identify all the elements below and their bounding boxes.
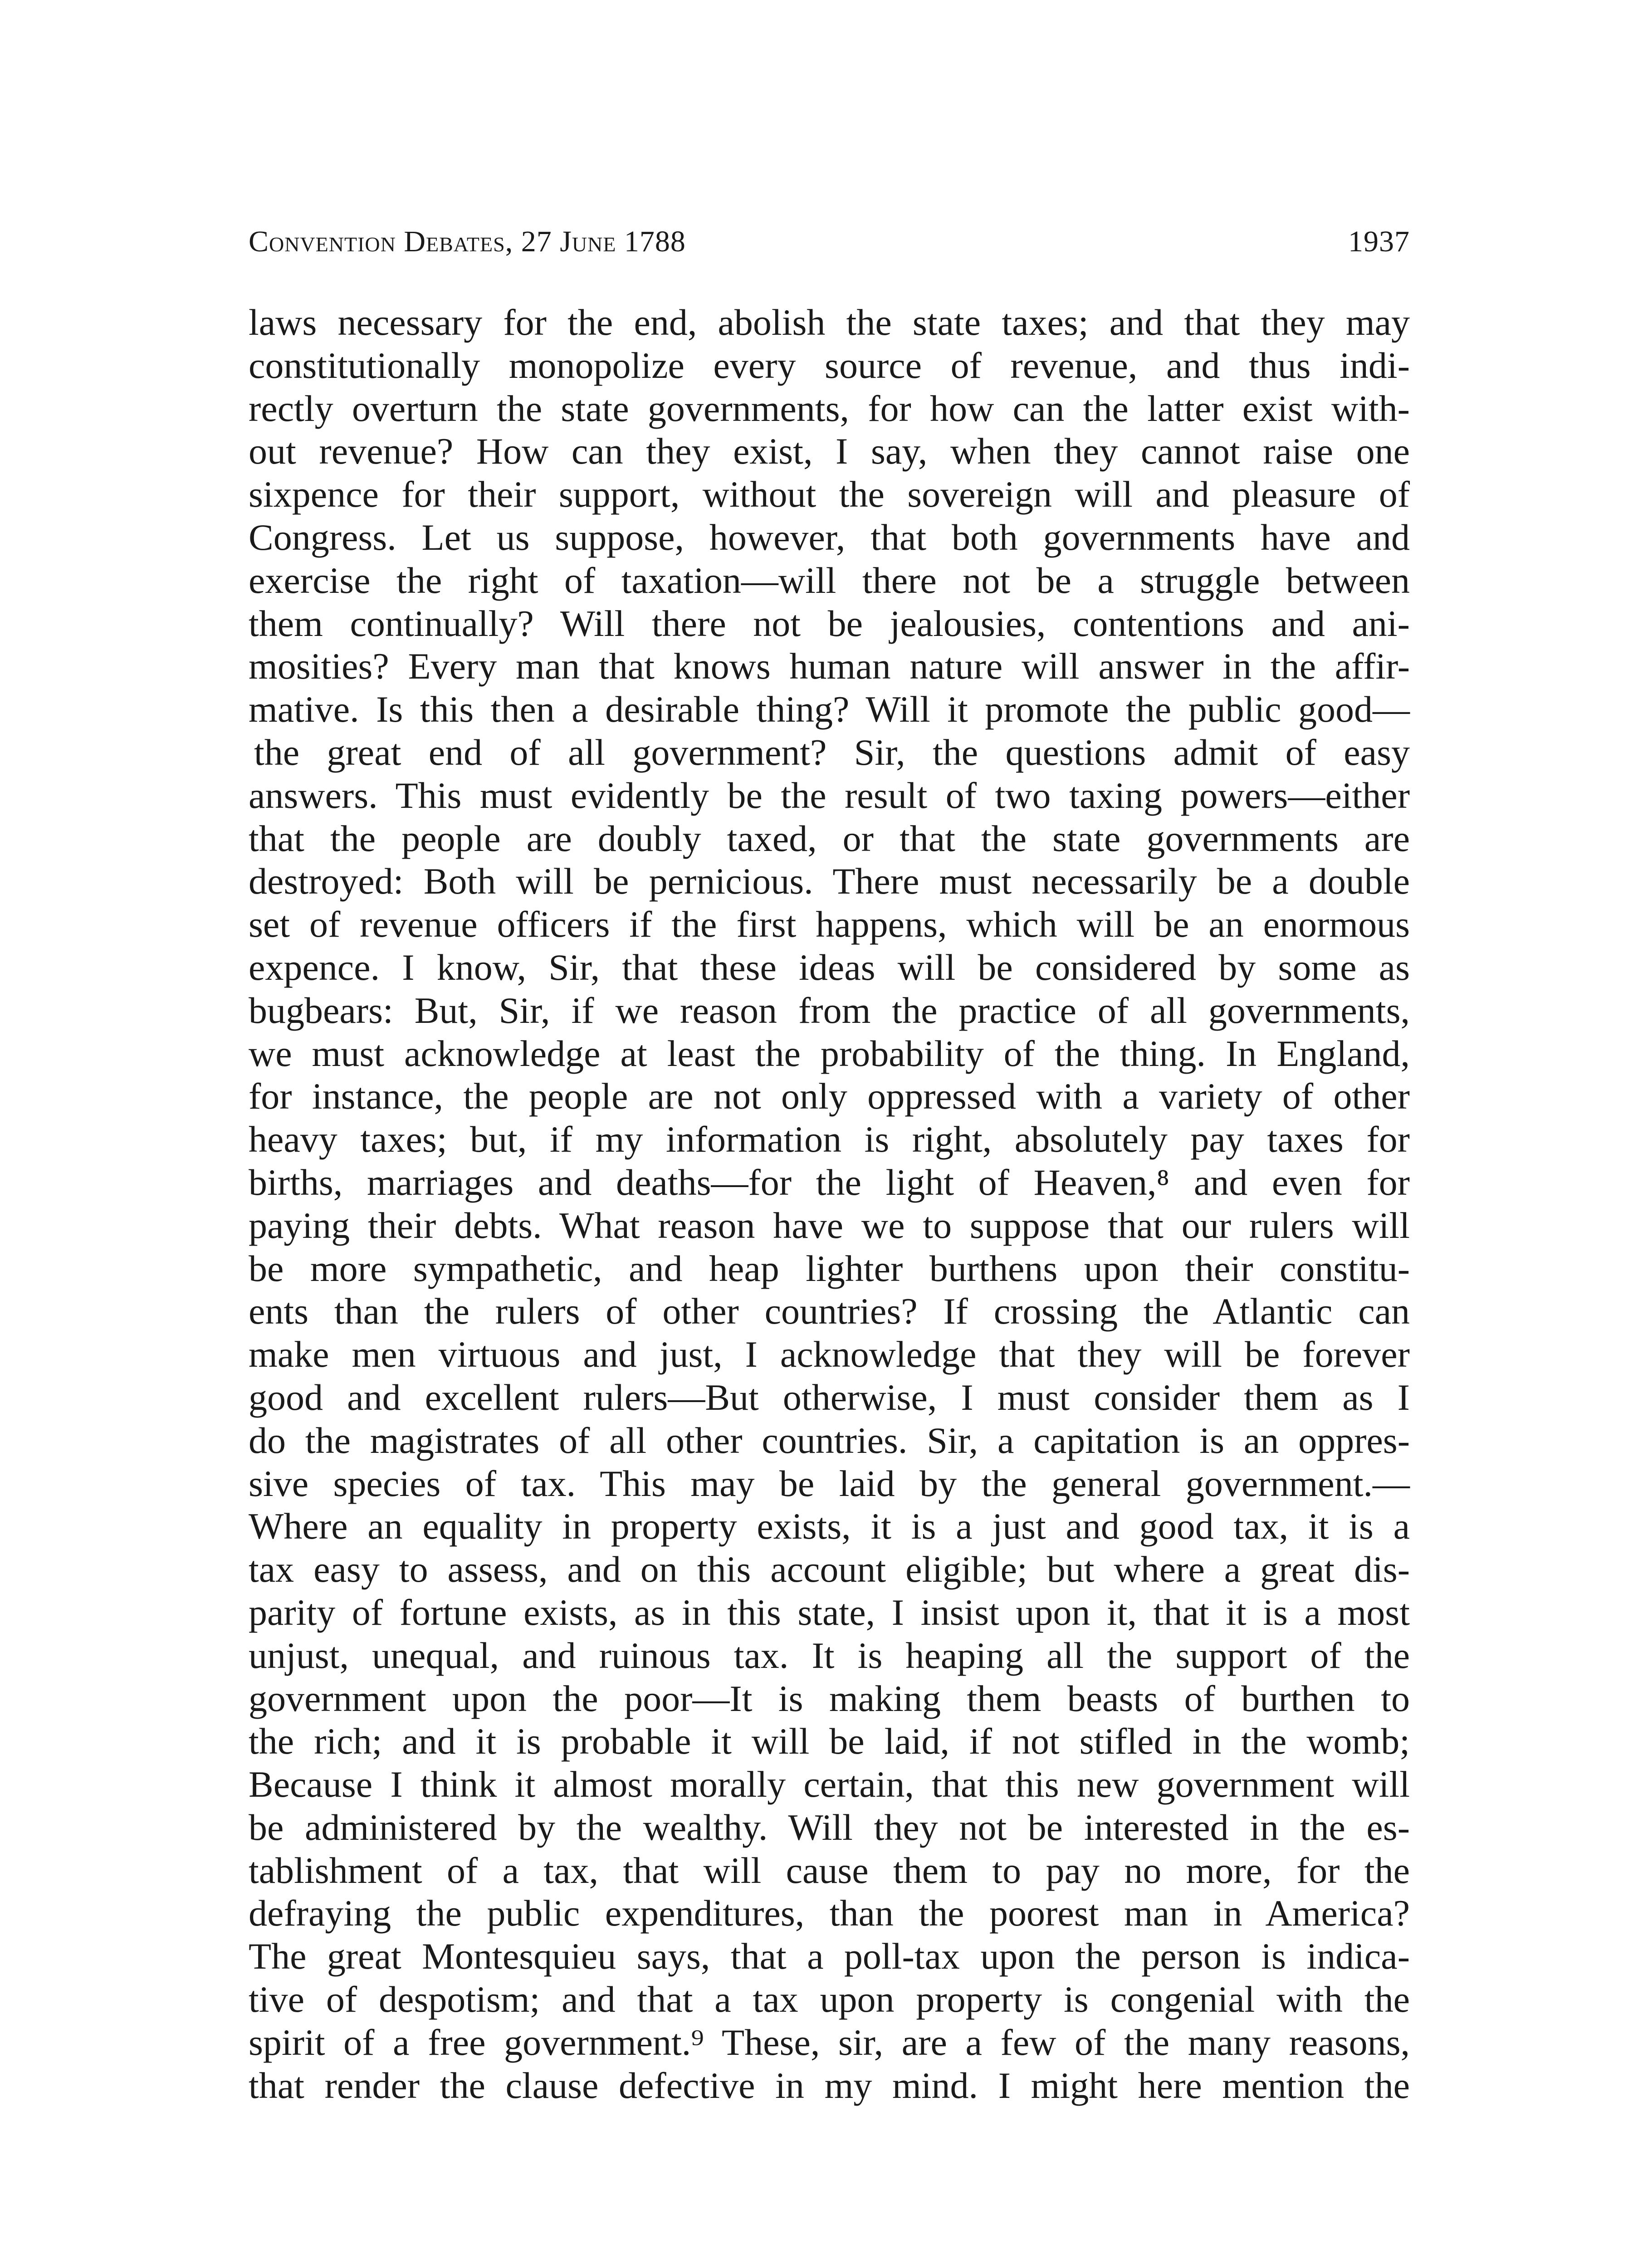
text-line: Where an equality in property exists, it is a just and good tax, it is a — [249, 1505, 1410, 1547]
text-line: parity of fortune exists, as in this state, I insist upon it, that it is a most — [249, 1591, 1410, 1633]
text-line: mative. Is this then a desirable thing? Will it promote the public good— — [249, 689, 1410, 730]
text-line: tive of despotism; and that a tax upon property is congenial with the — [249, 1979, 1410, 2020]
text-line: out revenue? How can they exist, I say, when they cannot raise one — [249, 430, 1410, 472]
page-number: 1937 — [1348, 225, 1410, 258]
text-line: rectly overturn the state governments, for how can the latter exist with- — [249, 387, 1410, 429]
text-line: mosities? Every man that knows human nature will answer in the affir- — [249, 645, 1410, 687]
text-line: unjust, unequal, and ruinous tax. It is heaping all the support of the — [249, 1634, 1410, 1676]
text-line: destroyed: Both will be pernicious. There must necessarily be a double — [249, 860, 1410, 902]
text-line: expence. I know, Sir, that these ideas will be considered by some as — [249, 946, 1410, 988]
text-line: spirit of a free government.⁹ These, sir, are a few of the many reasons, — [249, 2021, 1410, 2063]
text-line: exercise the right of taxation—will there not be a struggle between — [249, 559, 1410, 601]
text-line: set of revenue officers if the first happens, which will be an enormous — [249, 904, 1410, 945]
text-line: bugbears: But, Sir, if we reason from the practice of all governments, — [249, 989, 1410, 1031]
text-line: good and excellent rulers—But otherwise, I must consider them as I — [249, 1376, 1410, 1418]
text-line: births, marriages and deaths—for the light of Heaven,⁸ and even for — [249, 1161, 1410, 1203]
text-line: Because I think it almost morally certain, that this new government will — [249, 1764, 1410, 1805]
running-head — [249, 221, 1410, 262]
text-line: make men virtuous and just, I acknowledge that they will be forever — [249, 1334, 1410, 1375]
text-line: them continually? Will there not be jealousies, contentions and ani- — [249, 602, 1410, 644]
text-line: tablishment of a tax, that will cause them to pay no more, for the — [249, 1849, 1410, 1891]
text-line: government upon the poor—It is making them beasts of burthen to — [249, 1677, 1410, 1719]
text-line: defraying the public expenditures, than the poorest man in America? — [249, 1892, 1410, 1934]
text-line: ents than the rulers of other countries? If crossing the Atlantic can — [249, 1290, 1410, 1332]
text-line: tax easy to assess, and on this account eligible; but where a great dis- — [249, 1549, 1410, 1590]
text-line: for instance, the people are not only oppressed with a variety of other — [249, 1075, 1410, 1117]
text-line: that the people are doubly taxed, or that the state governments are — [249, 817, 1410, 859]
text-line: paying their debts. What reason have we to suppose that our rulers will — [249, 1204, 1410, 1246]
text-line: sixpence for their support, without the sovereign will and pleasure of — [249, 474, 1410, 515]
text-line: the rich; and it is probable it will be laid, if not stifled in the womb; — [249, 1721, 1410, 1762]
text-line: we must acknowledge at least the probability of the thing. In England, — [249, 1032, 1410, 1074]
text-line: The great Montesquieu says, that a poll-tax upon the person is indica- — [249, 1936, 1410, 1977]
text-line: the great end of all government? Sir, the questions admit of easy — [254, 731, 1410, 773]
text-line: be administered by the wealthy. Will they not be interested in the es- — [249, 1806, 1410, 1848]
text-line: laws necessary for the end, abolish the state taxes; and that they may — [249, 302, 1410, 343]
text-line: heavy taxes; but, if my information is right, absolutely pay taxes for — [249, 1119, 1410, 1160]
text-line: do the magistrates of all other countries. Sir, a capitation is an oppres- — [249, 1419, 1410, 1461]
body-text — [249, 301, 1410, 2107]
running-title: Convention Debates, 27 June 1788 — [249, 225, 686, 258]
text-line: constitutionally monopolize every source of revenue, and thus indi- — [249, 344, 1410, 386]
text-line: Congress. Let us suppose, however, that both governments have and — [249, 516, 1410, 558]
text-line: answers. This must evidently be the result of two taxing powers—either — [249, 774, 1410, 816]
text-line: sive species of tax. This may be laid by the general government.— — [249, 1462, 1410, 1504]
text-line: be more sympathetic, and heap lighter burthens upon their constitu- — [249, 1247, 1410, 1289]
text-line: that render the clause defective in my mind. I might here mention the — [249, 2064, 1410, 2106]
